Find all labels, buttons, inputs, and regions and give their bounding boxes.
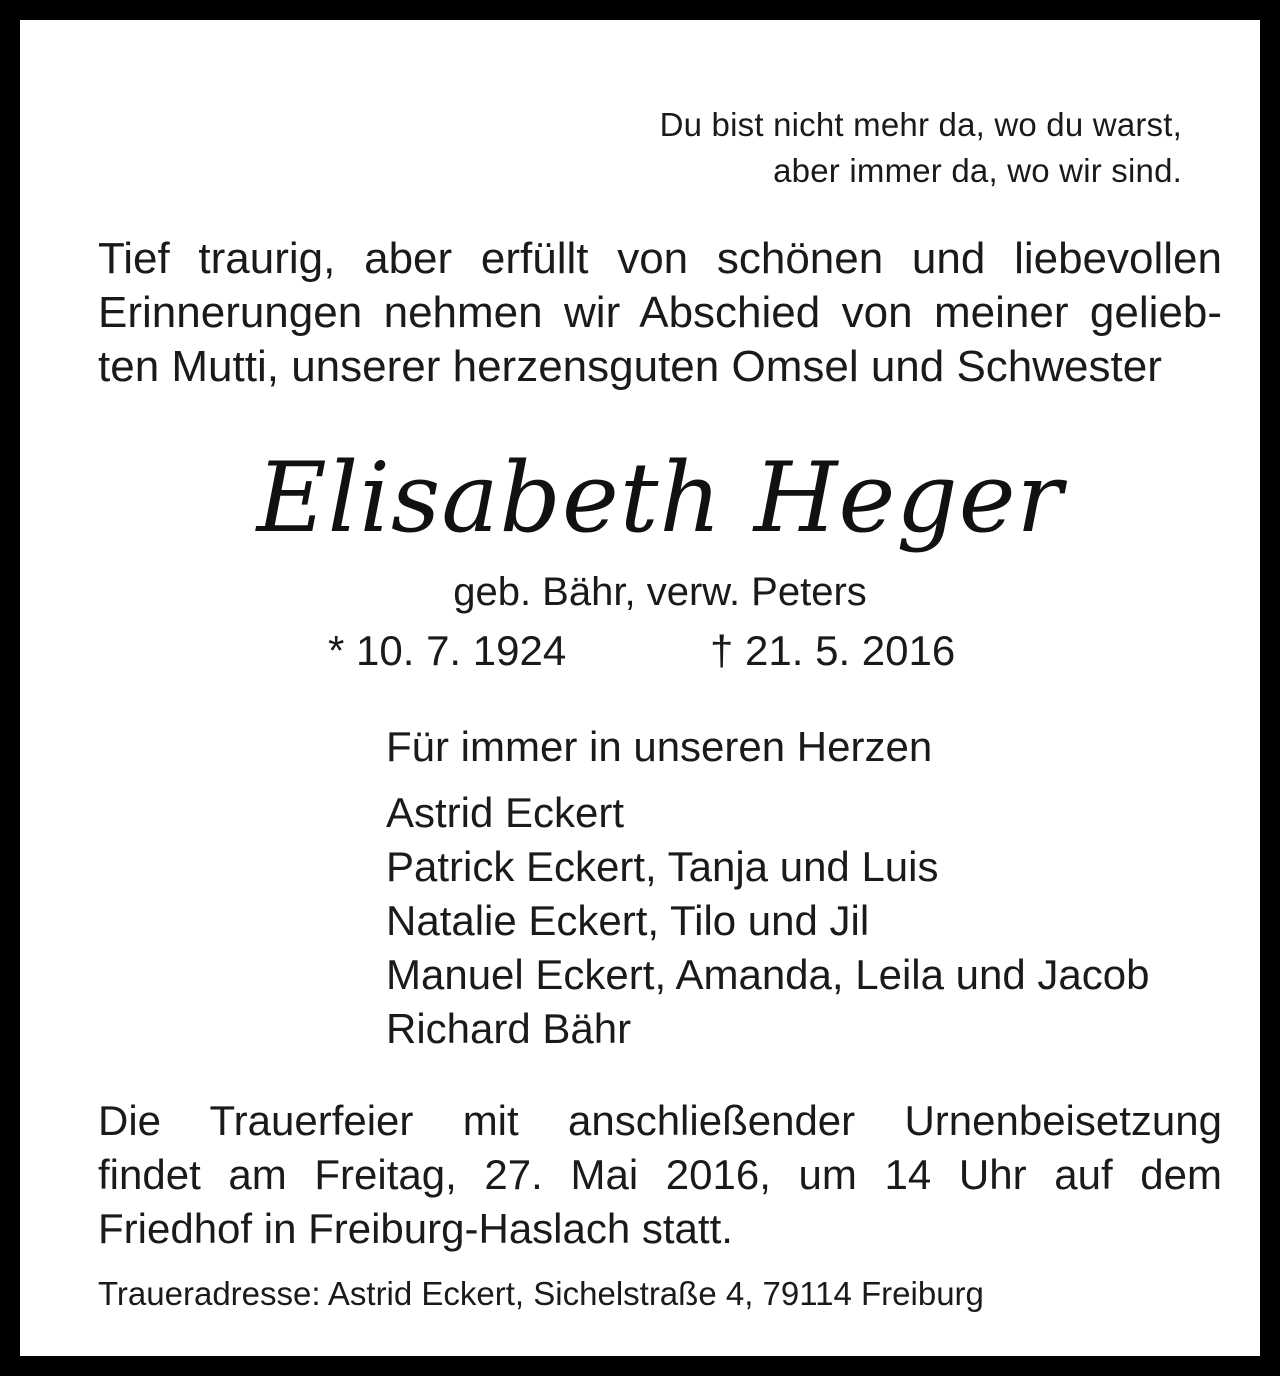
intro-line-1: Tief traurig, aber erfüllt von schönen und liebevollen <box>98 234 1222 283</box>
mourner-name: Richard Bähr <box>386 1005 632 1052</box>
mourners-heading: Für immer in unseren Herzen <box>386 723 933 770</box>
epigraph-quote <box>660 102 1182 194</box>
birth-date: * 10. 7. 1924 <box>328 627 567 674</box>
quote-line-1: Du bist nicht mehr da, wo du warst, <box>659 106 1182 143</box>
mourner-name: Astrid Eckert <box>386 789 625 836</box>
deceased-name: Elisabeth Heger <box>256 442 1064 554</box>
mourners-list <box>386 720 1149 1056</box>
ceremony-line-1: Die Trauerfeier mit anschließender Urnenbeisetzung <box>98 1097 1222 1144</box>
mourner-name: Manuel Eckert, Amanda, Leila und Jacob <box>386 951 1150 998</box>
intro-paragraph <box>98 232 1222 394</box>
intro-line-3: ten Mutti, unserer herzensguten Omsel und Schwester <box>98 342 1162 391</box>
ceremony-paragraph <box>98 1094 1222 1256</box>
intro-line-2: Erinnerungen nehmen wir Abschied von meiner gelieb- <box>98 288 1222 337</box>
birth-names: geb. Bähr, verw. Peters <box>453 570 867 614</box>
quote-line-2: aber immer da, wo wir sind. <box>773 152 1182 189</box>
death-date: † 21. 5. 2016 <box>710 627 956 674</box>
mourner-name: Natalie Eckert, Tilo und Jil <box>386 897 870 944</box>
mourning-address: Traueradresse: Astrid Eckert, Sichelstraße 4, 79114 Freiburg <box>98 1275 984 1312</box>
ceremony-line-2: findet am Freitag, 27. Mai 2016, um 14 Uhr auf dem <box>98 1151 1222 1198</box>
mourner-name: Patrick Eckert, Tanja und Luis <box>386 843 939 890</box>
ceremony-line-3: Friedhof in Freiburg-Haslach statt. <box>98 1205 733 1252</box>
